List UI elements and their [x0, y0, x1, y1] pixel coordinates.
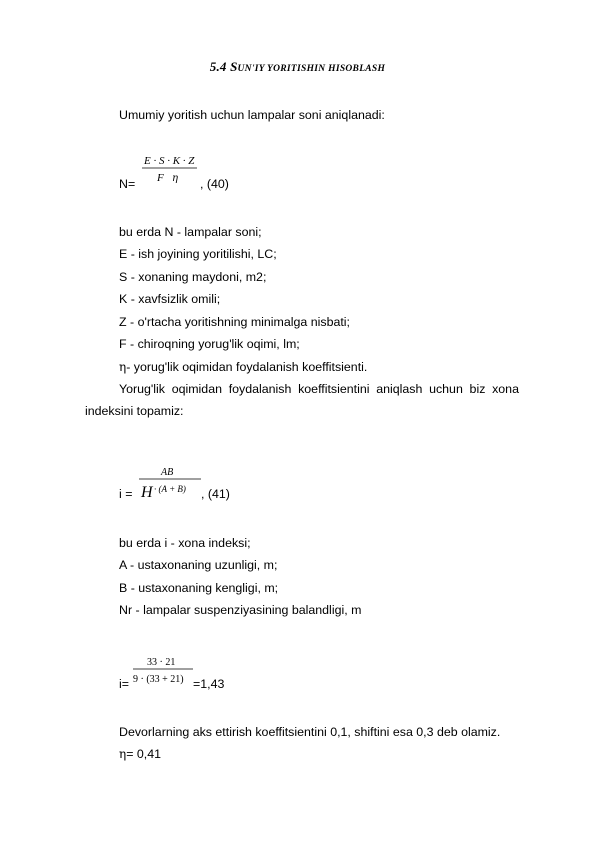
def-line: S - xonaning maydoni, m2; [119, 270, 267, 284]
eta-definition: η- yorug'lik oqimidan foydalanish koeffitsienti. [119, 360, 368, 374]
def-line: A - ustaxonaning uzunligi, m; [119, 558, 278, 572]
def-line: bu erda i - xona indeksi; [119, 536, 251, 550]
closing-text: Devorlarning aks ettirish koeffitsientini 0,1, shiftini esa 0,3 deb olamiz. [119, 725, 501, 739]
formula-41-den-rest: · (A + B) [154, 484, 186, 494]
paragraph-line-1: Yorug'lik oqimidan foydalanish koeffitsientini aniqlash uchun biz xona [119, 382, 519, 396]
formula-41-fraction [137, 465, 203, 505]
def-line: bu erda N - lampalar soni; [119, 225, 262, 239]
def-line: B - ustaxonaning kengligi, m; [119, 581, 279, 595]
paragraph-line-2: indeksini topamiz: [85, 404, 184, 418]
section-title: 5.4 SUN'IY YORITISHIN HISOBLASH [209, 59, 386, 74]
formula-40-ref: , (40) [200, 177, 229, 191]
def-line: K - xavfsizlik omili; [119, 292, 221, 306]
formula-40-den-left: F [157, 172, 164, 184]
formula-41-lhs: i = [119, 487, 133, 501]
def-line: Nr - lampalar suspenziyasining balandligi, m [119, 603, 362, 617]
formula-40-den-right: η [172, 173, 178, 184]
formula-41-ref: , (41) [201, 487, 230, 501]
formula-40-lhs: N= [119, 177, 136, 191]
def-line: Z - o'rtacha yoritishning minimalga nisbati; [119, 315, 350, 329]
formula-index-numerator: 33 · 21 [147, 657, 176, 668]
formula-41-numerator: AB [161, 467, 174, 478]
formula-index-denominator: 9 · (33 + 21) [133, 674, 184, 685]
formula-40-numerator: E · S · K · Z [144, 155, 195, 167]
formula-index-lhs: i= [119, 677, 129, 691]
def-line: E - ish joyining yoritilishi, LC; [119, 247, 277, 261]
formula-index-fraction [130, 654, 196, 690]
formula-41-den-h: H [141, 484, 153, 501]
eta-value: η= 0,41 [119, 747, 161, 761]
intro-text: Umumiy yoritish uchun lampalar soni aniqlanadi: [119, 108, 385, 122]
formula-40-fraction [140, 153, 200, 187]
def-line: F - chiroqning yorug'lik oqimi, lm; [119, 337, 300, 351]
formula-index-result: =1,43 [193, 677, 225, 691]
